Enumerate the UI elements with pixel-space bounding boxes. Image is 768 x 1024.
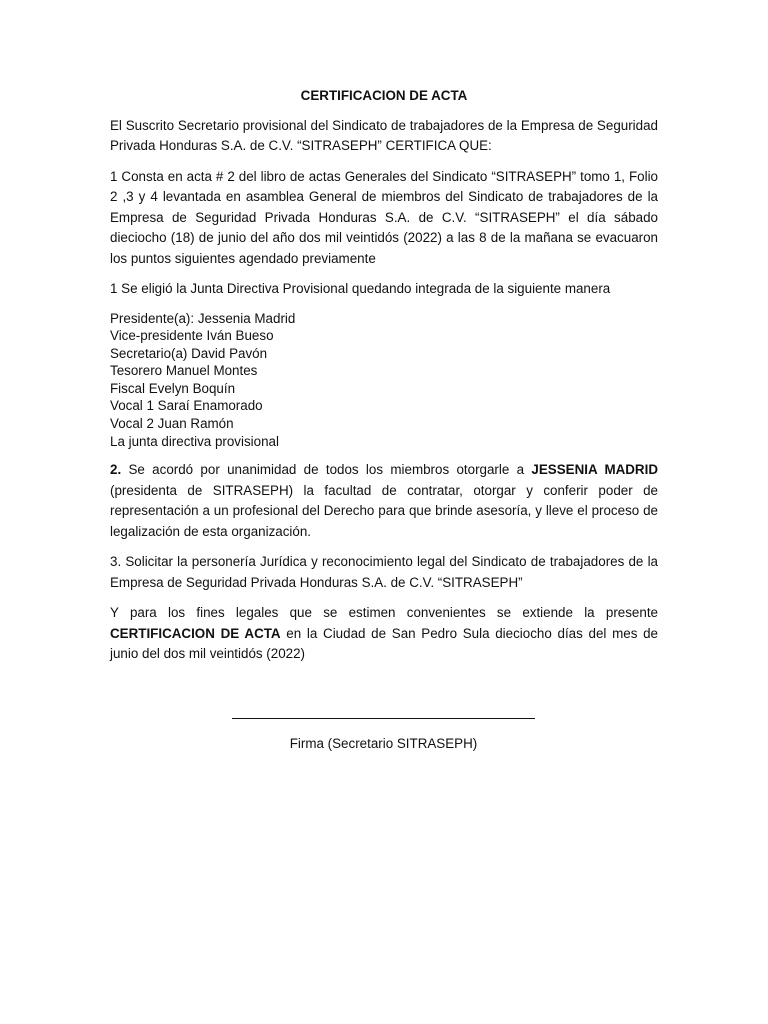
board-member: Tesorero Manuel Montes	[110, 363, 258, 379]
board-member: Vocal 2 Juan Ramón	[110, 416, 234, 432]
signature-label: Firma (Secretario SITRASEPH)	[289, 736, 478, 751]
paragraph-3: 3. Solicitar la personería Jurídica y reconocimiento legal del Sindicato de trabajadores de la Empresa de Seguridad Privada Honduras S.A. de C.V. “SITRASEPH”	[110, 554, 658, 590]
paragraph-2	[110, 460, 658, 542]
paragraph-1: 1 Consta en acta # 2 del libro de actas Generales del Sindicato “SITRASEPH” tomo 1, Folio 2 ,3 y 4 levantada en asamblea General de miembros del Sindicato de trabajadores de la Empresa de Seguridad Privada Honduras S.A. de C.V. “SITRASEPH” el día sábado dieciocho (18) de junio del año dos mil veintidós (2022) a las 8 de la mañana se evacuaron los puntos siguientes agendado previamente	[110, 168, 658, 266]
paragraph-2-bold-name: JESSENIA MADRID	[531, 462, 658, 478]
board-member: Vocal 1 Saraí Enamorado	[110, 398, 263, 414]
paragraph-2-suffix: (presidenta de SITRASEPH) la facultad de contratar, otorgar y conferir poder de representación a un profesional del Derecho para que brinde asesoría, y lleve el proceso de legalización de esta organización.	[110, 482, 658, 539]
closing-bold: CERTIFICACION DE ACTA	[110, 625, 281, 641]
intro-paragraph: El Suscrito Secretario provisional del Sindicato de trabajadores de la Empresa de Seguridad Privada Honduras S.A. de C.V. “SITRASEPH” CERTIFICA QUE:	[110, 117, 658, 153]
document-body	[110, 86, 658, 675]
board-list	[110, 310, 658, 451]
closing-suffix: en la Ciudad de San Pedro Sula dieciocho días del mes de junio del dos mil veintidós (2022)	[110, 625, 658, 662]
paragraph-2-prefix: Se acordó por unanimidad de todos los miembros otorgarle a	[121, 462, 532, 478]
board-intro-paragraph: 1 Se eligió la Junta Directiva Provisional quedando integrada de la siguiente manera	[110, 281, 611, 296]
closing-paragraph	[110, 603, 658, 665]
paragraph-2-number: 2.	[110, 462, 122, 478]
board-member: Presidente(a): Jessenia Madrid	[110, 310, 296, 326]
board-member: Vice-presidente Iván Bueso	[110, 328, 274, 344]
board-member: Fiscal Evelyn Boquín	[110, 380, 236, 396]
closing-prefix: Y para los fines legales que se estimen convenientes se extiende la presente	[110, 605, 658, 621]
board-member: Secretario(a) David Pavón	[110, 345, 268, 361]
document-title: CERTIFICACION DE ACTA	[300, 88, 468, 103]
signature-line	[232, 718, 535, 719]
board-member: La junta directiva provisional	[110, 433, 279, 449]
